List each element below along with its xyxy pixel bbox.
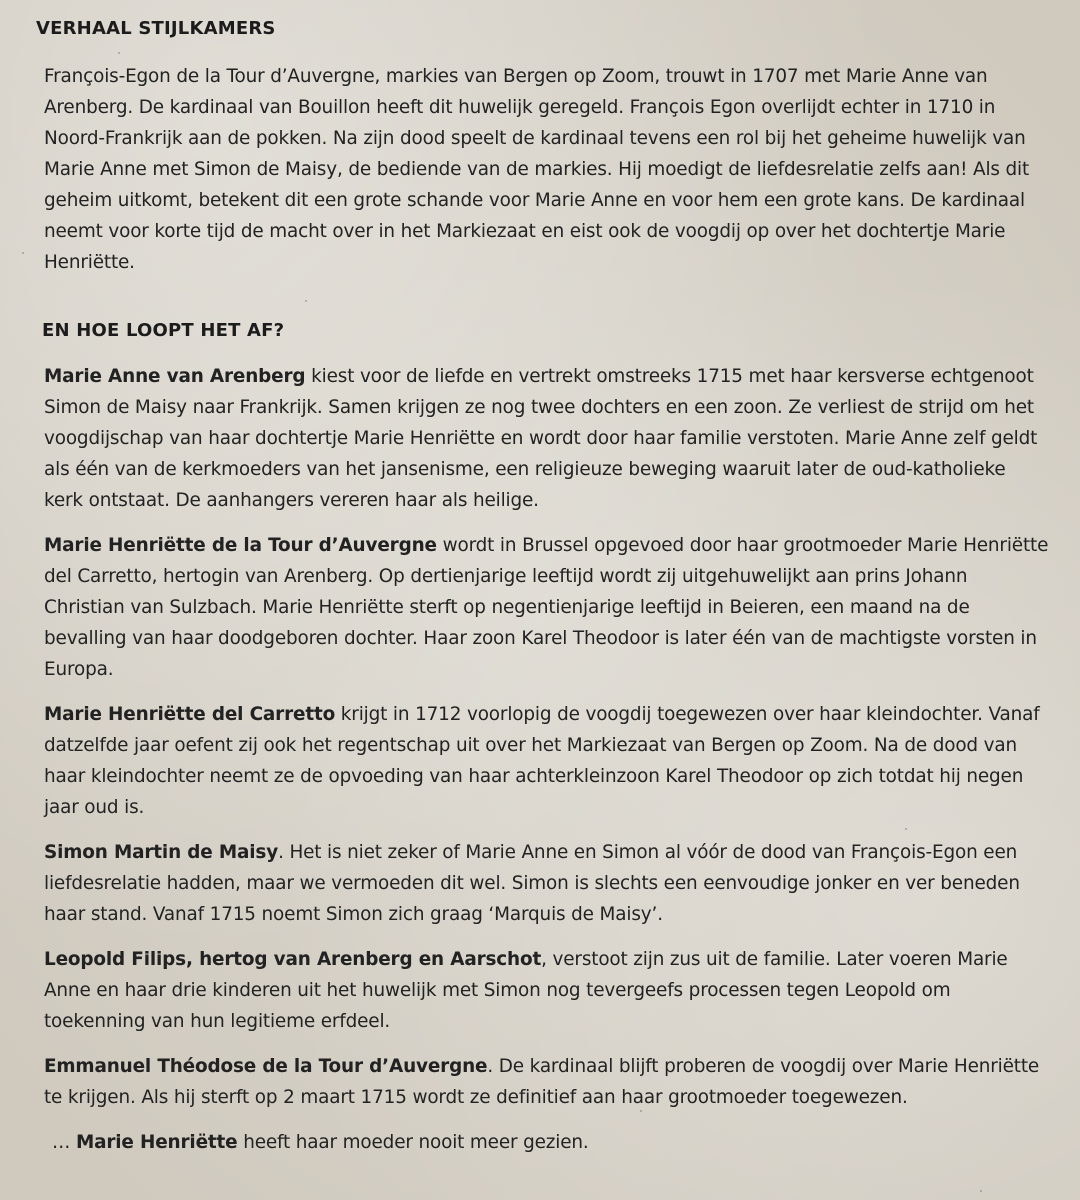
- paper-speck: [118, 52, 120, 54]
- closing-text: heeft haar moeder nooit meer gezien.: [237, 1132, 589, 1153]
- paper-speck: [905, 828, 907, 830]
- person-name: Emmanuel Théodose de la Tour d’Auvergne: [44, 1056, 488, 1077]
- person-name: Marie Anne van Arenberg: [44, 366, 306, 387]
- closing-line: [44, 1127, 1050, 1158]
- person-description: . Het is niet zeker of Marie Anne en Simon al vóór de dood van François-Egon een liefdesrelatie hadden, maar we vermoeden dit wel. Simon is slechts een eenvoudige jonker en ver beneden haar stand. Vanaf 1715 noemt Simon zich graag ‘Marquis de Maisy’.: [44, 842, 1020, 925]
- person-entry-emmanuel: [44, 1051, 1050, 1113]
- person-entry-simon: [44, 837, 1050, 930]
- person-description: wordt in Brussel opgevoed door haar grootmoeder Marie Henriëtte del Carretto, hertogin van Arenberg. Op dertienjarige leeftijd wordt zij uitgehuwelijkt aan prins Johann Christian van Sulzbach. Marie Henriëtte sterft op negentienjarige leeftijd in Beieren, een maand na de bevalling van haar doodgeboren dochter. Haar zoon Karel Theodoor is later één van de machtigste vorsten in Europa.: [44, 535, 1049, 680]
- section-heading-outcome: EN HOE LOOPT HET AF?: [42, 320, 285, 341]
- person-description: kiest voor de liefde en vertrekt omstreeks 1715 met haar kersverse echtgenoot Simon de Maisy naar Frankrijk. Samen krijgen ze nog twee dochters en een zoon. Ze verliest de strijd om het voogdijschap van haar dochtertje Marie Henriëtte en wordt door haar familie verstoten. Marie Anne zelf geldt als één van de kerkmoeders van het jansenisme, een religieuze beweging waaruit later de oud-katholieke kerk ontstaat. De aanhangers vereren haar als heilige.: [44, 366, 1038, 511]
- person-name: Leopold Filips, hertog van Arenberg en Aarschot: [44, 949, 542, 970]
- story-paragraph: François-Egon de la Tour d’Auvergne, markies van Bergen op Zoom, trouwt in 1707 met Marie Anne van Arenberg. De kardinaal van Bouillon heeft dit huwelijk geregeld. François Egon overlijdt echter in 1710 in Noord-Frankrijk aan de pokken. Na zijn dood speelt de kardinaal tevens een rol bij het geheime huwelijk van Marie Anne met Simon de Maisy, de bediende van de markies. Hij moedigt de liefdesrelatie zelfs aan! Als dit geheim uitkomt, betekent dit een grote schande voor Marie Anne en voor hem een grote kans. De kardinaal neemt voor korte tijd de macht over in het Markiezaat en eist ook de voogdij op over het dochtertje Marie Henriëtte.: [44, 66, 1030, 273]
- person-entry-leopold: [44, 944, 1050, 1037]
- person-name: Simon Martin de Maisy: [44, 842, 279, 863]
- person-entry-del-carretto: [44, 699, 1050, 823]
- person-entry-marie-anne: [44, 361, 1050, 516]
- person-name: Marie Henriëtte de la Tour d’Auvergne: [44, 535, 437, 556]
- person-entry-marie-henriette: [44, 530, 1050, 685]
- paper-speck: [640, 1110, 642, 1112]
- person-description: . De kardinaal blijft proberen de voogdij over Marie Henriëtte te krijgen. Als hij sterft op 2 maart 1715 wordt ze definitief aan haar grootmoeder toegewezen.: [44, 1056, 1040, 1108]
- paper-speck: [305, 300, 307, 302]
- ellipsis: …: [52, 1132, 76, 1153]
- person-name: Marie Henriëtte: [75, 1132, 238, 1153]
- paper-speck: [22, 252, 24, 254]
- person-description: krijgt in 1712 voorlopig de voogdij toegewezen over haar kleindochter. Vanaf datzelfde jaar oefent zij ook het regentschap uit over het Markiezaat van Bergen op Zoom. Na de dood van haar kleindochter neemt ze de opvoeding van haar achterkleinzoon Karel Theodoor op zich totdat hij negen jaar oud is.: [44, 704, 1040, 818]
- section-heading-story: VERHAAL STIJLKAMERS: [36, 18, 276, 39]
- person-name: Marie Henriëtte del Carretto: [44, 704, 336, 725]
- paper-speck: [980, 1190, 982, 1192]
- person-description: , verstoot zijn zus uit de familie. Later voeren Marie Anne en haar drie kinderen uit het huwelijk met Simon nog tevergeefs processen tegen Leopold om toekenning van hun legitieme erfdeel.: [44, 949, 1008, 1032]
